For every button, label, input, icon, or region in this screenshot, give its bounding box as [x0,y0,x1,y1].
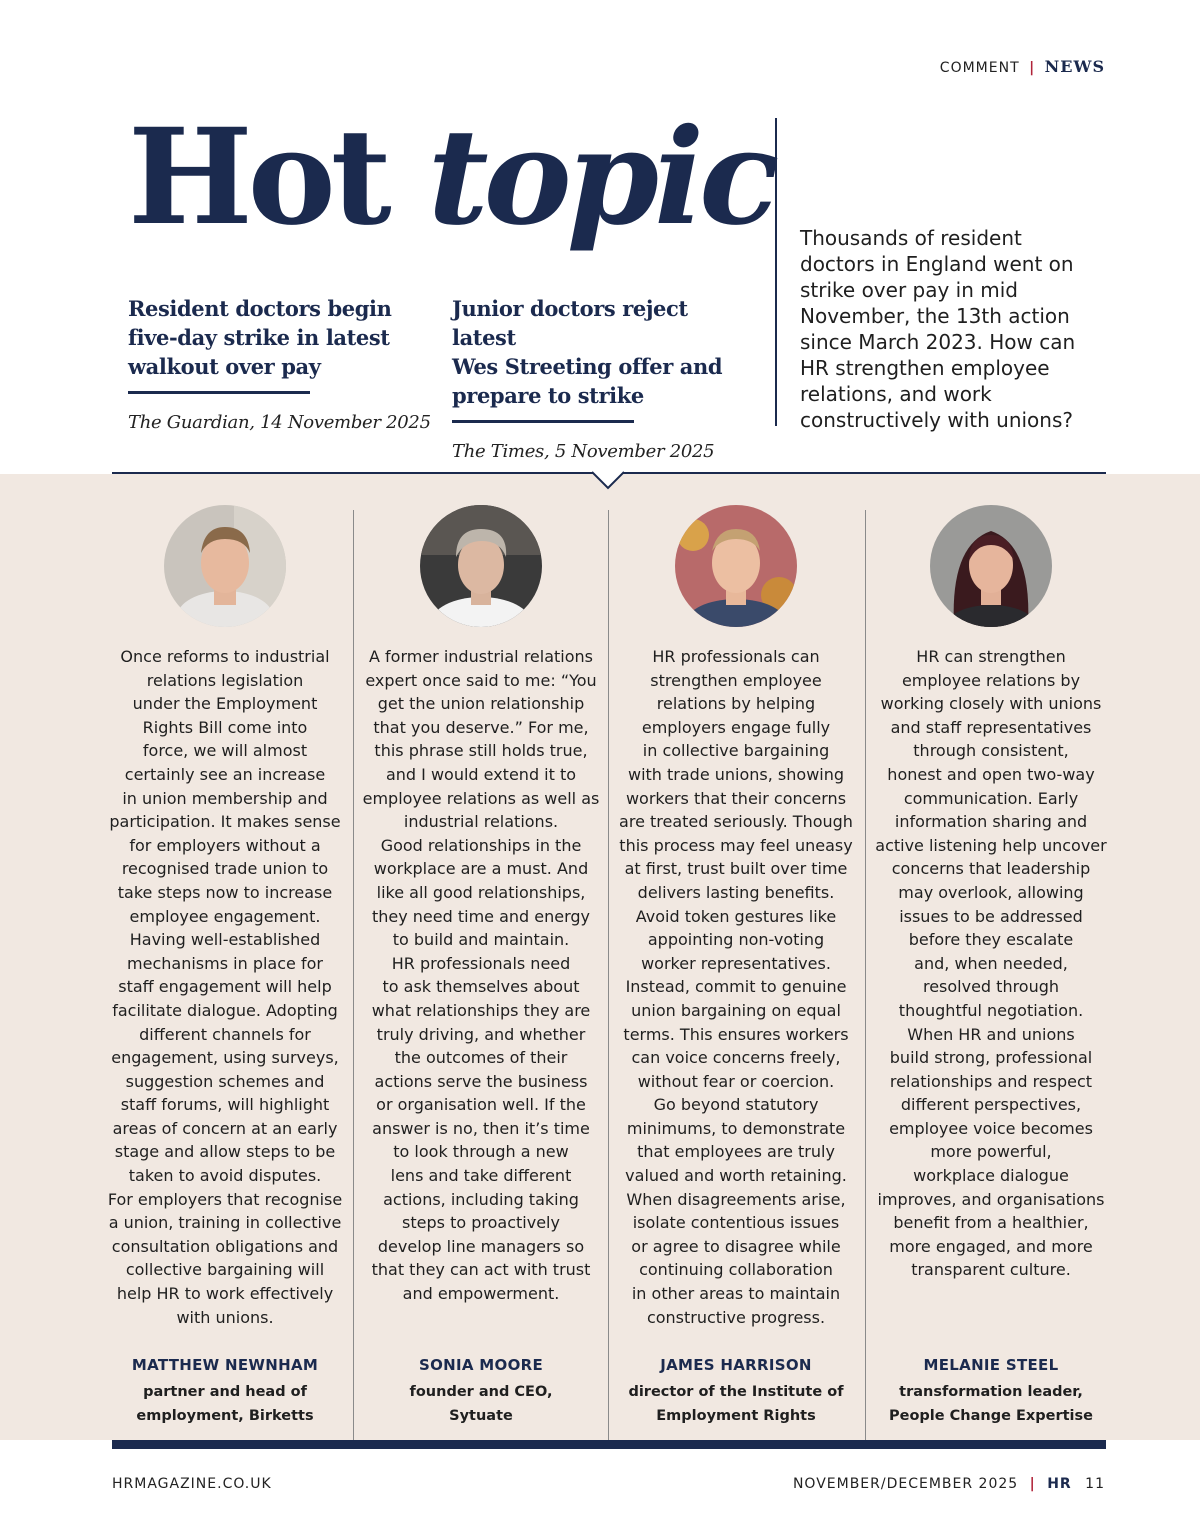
story-rule [452,420,634,423]
header-divider [775,118,777,426]
author-role: transformation leader, People Change Expertise [889,1384,1093,1424]
title-italic: topic [427,100,775,255]
story-title: Junior doctors reject latest Wes Streeting offer and prepare to strike [452,296,723,408]
avatar [164,505,286,627]
comment-text: HR can strengthen employee relations by working closely with unions and staff representatives through consistent, honest and open two-way communication. Early information sharing and active listening help uncover concerns that leadership may overlook, allowing issues to be addressed before they escalate and, when needed, resolved through thoughtful negotiation. When HR and unions build strong, professional relationships and respect different perspectives, employee voice becomes more powerful, workplace dialogue improves, and organisations benefit from a healthier, more engaged, and more transparent culture. [875,647,1107,1280]
section-news: NEWS [1044,57,1105,76]
author-name: MATTHEW NEWNHAM [131,1356,319,1374]
footer-issue [793,1476,1105,1492]
author-name: MELANIE STEEL [923,1356,1059,1374]
section-comment: COMMENT [939,60,1020,76]
intro-text: Thousands of resident doctors in England went on strike over pay in mid November, the 13th action since March 2023. How can HR strengthen employee relations, and work constructively with unions? [800,226,1076,432]
title-main: Hot [128,100,387,255]
avatar [930,505,1052,627]
story-source: The Guardian, 14 November 2025 [128,412,431,433]
comment-text: A former industrial relations expert once said to me: “You get the union relationship that you deserve.” For me, this phrase still holds true, and I would extend it to employee relations as well as industrial relations. Good relationships in the workplace are a must. And like all good relationships, they need time and energy to build and maintain. HR professionals need to ask themselves about what relationships they are truly driving, and whether the outcomes of their actions serve the business or organisation well. If the answer is no, then it’s time to look through a new lens and take different actions, including taking steps to proactively develop line managers so that they can act with trust and empowerment. [362,647,600,1304]
story-source: The Times, 5 November 2025 [452,441,715,462]
column-divider [865,510,866,1440]
comment-text: Once reforms to industrial relations legislation under the Employment Rights Bill come into force, we will almost certainly see an increase in union membership and participation. It makes sense for employers without a recognised trade union to take steps now to increase employee engagement. Having well-established mechanisms in place for staff engagement will help facilitate dialogue. Adopting different channels for engagement, using surveys, suggestion schemes and staff forums, will highlight areas of concern at an early stage and allow steps to be taken to avoid disputes. For employers that recognise a union, training in collective consultation obligations and collective bargaining will help HR to work effectively with unions. [107,647,343,1327]
story-guardian [128,294,431,433]
comment-text: HR professionals can strengthen employee relations by helping employers engage fully in collective bargaining with trade unions, showing workers that their concerns are treated seriously. Though this process may feel uneasy at first, trust built over time delivers lasting benefits. Avoid token gestures like appointing non-voting worker representatives. Instead, commit to genuine union bargaining on equal terms. This ensures workers can voice concerns freely, without fear or coercion. Go beyond statutory minimums, to demonstrate that employees are truly valued and worth retaining. When disagreements arise, isolate contentious issues or agree to disagree while continuing collaboration in other areas to maintain constructive progress. [619,647,853,1327]
column-divider [353,510,354,1440]
comment-column-harrison [616,505,856,1424]
comment-column-moore [361,505,601,1424]
story-rule [128,391,310,394]
issue-date: NOVEMBER/DECEMBER 2025 [792,1476,1019,1492]
section-separator: | [1029,60,1036,76]
footer-site: HRMAGAZINE.CO.UK [112,1476,272,1492]
story-times [452,294,752,462]
comment-column-newnham [105,505,345,1424]
story-title: Resident doctors begin five-day strike in latest walkout over pay [128,296,392,379]
column-divider [608,510,609,1440]
avatar [420,505,542,627]
section-label [940,57,1105,76]
page-number: 11 [1085,1476,1105,1492]
author-role: partner and head of employment, Birketts [136,1384,314,1424]
footer-separator: | [1029,1476,1036,1492]
comment-column-steel [871,505,1111,1424]
author-role: director of the Institute of Employment Rights [628,1384,844,1424]
magazine-name: HR [1047,1476,1072,1492]
panel-bottom-bar [112,1440,1106,1449]
author-name: JAMES HARRISON [660,1356,812,1374]
notch-arrow-icon [592,471,624,491]
page-title [128,100,775,255]
author-role: founder and CEO, Sytuate [409,1384,553,1424]
avatar [675,505,797,627]
author-name: SONIA MOORE [418,1356,544,1374]
